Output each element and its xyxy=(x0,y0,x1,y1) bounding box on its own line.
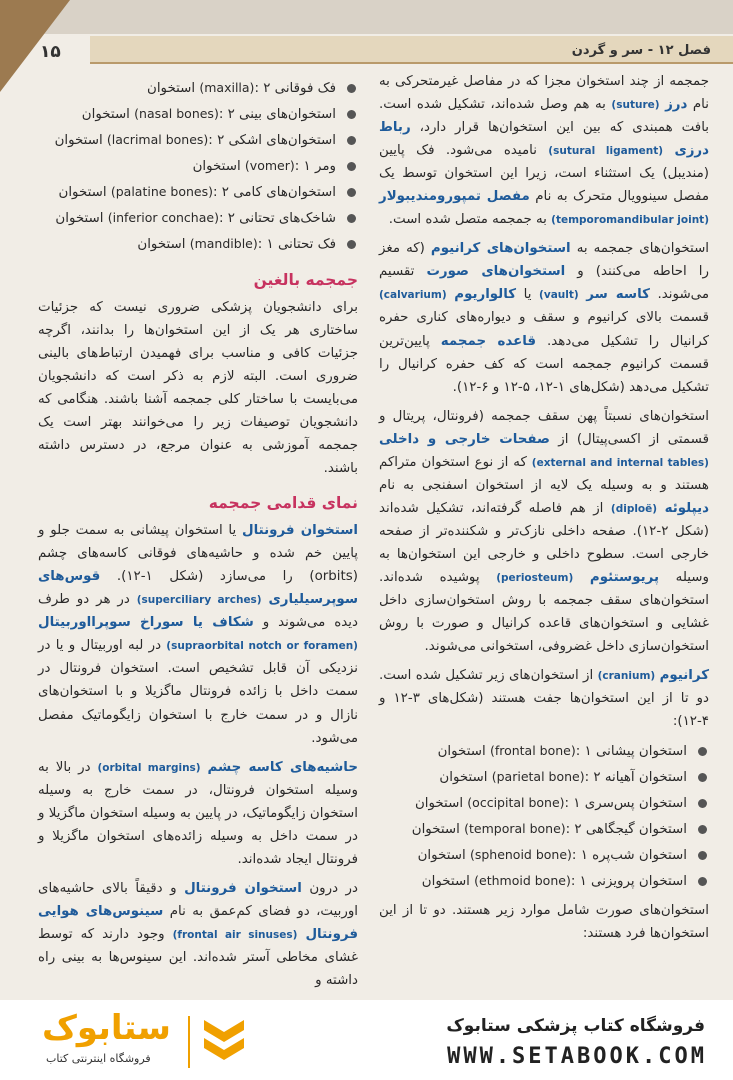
chevron-logo-icon xyxy=(200,1014,248,1066)
english-term: (lacrimal bones) xyxy=(106,131,209,147)
text: استخوان شب‌پره xyxy=(587,848,687,863)
store-url[interactable]: WWW.SETABOOK.COM xyxy=(447,1044,707,1069)
english-term: (sphenoid bone) xyxy=(469,847,572,862)
text: : ۱ استخوان xyxy=(437,744,592,760)
bullet-icon xyxy=(347,136,356,145)
term-tables: صفحات خارجی و داخلی xyxy=(379,431,550,447)
bullet-icon xyxy=(347,84,356,93)
english-term: (vomer) xyxy=(244,157,295,173)
list-item xyxy=(38,128,358,154)
list-item xyxy=(379,765,709,791)
text: : ۲ استخوان xyxy=(411,822,582,838)
english-term: (cranium) xyxy=(597,670,656,683)
english-term: (vault) xyxy=(539,289,579,302)
term-supraorbital: شکاف یا سوراخ سوپرااوربیتال xyxy=(38,615,254,631)
term-skull-base: قاعده جمجمه xyxy=(440,333,537,349)
text: استخوان پرویزنی xyxy=(586,873,687,889)
term-frontal-bone: استخوان فرونتال xyxy=(241,523,358,539)
term-suture: درز xyxy=(665,97,688,113)
term-facial-bones: استخوان‌های صورت xyxy=(426,264,566,280)
text: قسمت بالای کرانیوم و سقف و دیواره‌های کناری حفره کرانیال را تشکیل می‌دهد. xyxy=(379,310,709,349)
text: یا xyxy=(516,287,540,303)
english-term: (temporal bone) xyxy=(464,821,566,837)
left-column xyxy=(38,76,358,998)
english-term: (periosteum) xyxy=(496,571,574,584)
store-footer xyxy=(0,1000,733,1080)
logo-divider xyxy=(188,1016,190,1068)
store-logo xyxy=(28,1008,258,1072)
term-frontal-bone: استخوان فرونتال xyxy=(184,880,302,896)
english-term: (external and internal tables) xyxy=(531,456,709,469)
paragraph-frontal-sinuses xyxy=(38,877,358,992)
term-sutural-ligament: رباط درزی xyxy=(379,120,709,159)
text: : ۲ استخوان xyxy=(58,184,229,200)
page-number: ۱۵ xyxy=(40,42,61,62)
term-calvarium: کالواریوم xyxy=(454,287,517,303)
paragraph-facial-bones: استخوان‌های صورت شامل موارد زیر هستند. دو تا از این استخوان‌ها فرد هستند: xyxy=(379,902,709,941)
text: استخوان آهیانه xyxy=(600,770,687,786)
text: تقسیم می‌شوند. xyxy=(379,264,709,303)
term-vault: کاسه سر xyxy=(586,287,650,303)
text: وجود دارند که توسط غشای مخاطی آستر شده‌اند. این سینوس‌ها به بینی راه داشته و xyxy=(38,926,358,989)
paragraph-sutures xyxy=(379,70,709,231)
english-term: (palatine bones) xyxy=(110,183,213,199)
list-item xyxy=(379,739,709,765)
text: نامیده می‌شود. فک پایین (مندیبل) یک استثناء است، زیرا این استخوان توسط یک مفصل سینوویال متحرک به نام xyxy=(379,143,709,205)
term-superciliary-arches: قوس‌های سوپرسیلیاری xyxy=(38,569,358,608)
logo-wordmark: ستابوک xyxy=(42,1008,171,1048)
text: استخوان گیجگاهی xyxy=(581,822,687,838)
paragraph-orbital-margins xyxy=(38,756,358,871)
text: : ۲ استخوان xyxy=(439,770,601,786)
bullet-icon xyxy=(698,851,707,860)
text: : ۲ استخوان xyxy=(81,106,235,122)
text: : ۲ استخوان xyxy=(55,210,235,226)
heading-anterior-view: نمای قدامی جمجمه xyxy=(208,494,358,513)
english-term: (frontal air sinuses) xyxy=(172,928,298,941)
text: که از نوع استخوان متراکم هستند و به وسیله یک لایه از استخوان اسفنجی به نام xyxy=(379,454,709,493)
term-orbital-margins: حاشیه‌های کاسه چشم xyxy=(207,759,358,775)
text: از هم فاصله گرفته‌اند، تشکیل شده‌اند (شکل ۲-۱۲). صفحه داخلی نازک‌تر و شکننده‌تر از صفحه خارجی است. سطوح داخلی و خارجی این استخوان‌ها به وسیله xyxy=(379,500,709,585)
list-item xyxy=(379,869,709,895)
cranial-bones-list xyxy=(379,739,709,895)
text: به هم وصل شده‌اند، تشکیل شده است. بافت همبندی که بین این استخوان‌ها قرار دارد، xyxy=(379,97,709,136)
text: استخوان‌های کامی xyxy=(228,184,336,200)
english-term: (parietal bone) xyxy=(491,769,585,785)
paragraph-adult-skull: برای دانشجویان پزشکی ضروری نیست که جزئیات ساختاری هر یک از این استخوان‌ها را بدانند، اگرچه جزئیات کافی و مناسب برای فهمیدن ارتباط‌های بالینی ضروری است. البته لازم به ذکر است که دانشجویان می‌بایست با ساختار کلی جمجمه آشنا باشند. هنگامی که دانشجویان توصیفات زیر را می‌خوانند بهتر است یک جمجمه آموزشی به عنوان مرجع، در دسترس داشته باشند. xyxy=(38,300,358,477)
text: در بالا به وسیله استخوان فرونتال، در سمت خارج به وسیله استخوان زایگوماتیک، در پایین به وسیله استخوان ماگزیلا و در سمت داخل به وسیله زائده‌های استخوان ماگزیلا و فرونتال ایجاد شده‌اند. xyxy=(38,759,358,867)
paragraph-cranium-bones xyxy=(379,664,709,733)
text: (که مغز را احاطه می‌کنند) و xyxy=(379,241,709,280)
list-item xyxy=(379,817,709,843)
english-term: (sutural ligament) xyxy=(548,145,664,158)
paragraph-cranium xyxy=(379,237,709,398)
list-item xyxy=(38,76,358,102)
english-term: (nasal bones) xyxy=(134,105,219,121)
english-term: (occipital bone) xyxy=(467,795,565,811)
text xyxy=(657,501,665,516)
bullet-icon xyxy=(698,773,707,782)
text xyxy=(663,143,674,158)
text: پایین‌ترین قسمت کرانیوم جمجمه است که کف حفره کرانیال را تشکیل می‌دهد (شکل‌های ۱-۱۲، ۵-۱۲ و ۶-۱۲). xyxy=(379,333,709,395)
bullet-icon xyxy=(347,162,356,171)
text: در درون xyxy=(301,880,358,896)
text: یا استخوان پیشانی به سمت جلو و پایین خم شده و حاشیه‌های فوقانی کاسه‌های چشم (orbits) را می‌سازد (شکل ۱-۱۲). xyxy=(38,523,358,585)
text: در هر دو طرف دیده می‌شوند و xyxy=(38,592,358,631)
english-term: (maxilla) xyxy=(199,80,255,95)
text: پوشیده شده‌اند. استخوان‌های سقف جمجمه با روش استخوان‌سازی داخل غشایی و استخوان‌های قاعده کرانیال و صورت با روش استخوان‌سازی داخل غضروفی، استخوانی می‌شوند. xyxy=(379,569,709,655)
text: و دقیقاً بالای حاشیه‌های اوربیت، دو فضای کم‌عمق به نام xyxy=(38,880,359,919)
text: استخوان‌های اشکی xyxy=(224,132,336,148)
english-term: (inferior conchae) xyxy=(107,209,219,225)
text: از استخوان‌های زیر تشکیل شده است. دو تا از این استخوان‌ها جفت هستند (شکل‌های ۳-۱۲ و ۴-۱۲): xyxy=(379,668,709,730)
text: : ۱ استخوان xyxy=(417,848,588,863)
text: استخوان‌های بینی xyxy=(234,106,336,122)
english-term: (calvarium) xyxy=(379,289,447,302)
text: : ۱ استخوان xyxy=(137,236,274,252)
logo-tagline: فروشگاه اینترنتی کتاب xyxy=(46,1052,151,1065)
text: فک تحتانی xyxy=(273,236,336,252)
term-cranial-bones: استخوان‌های کرانیوم xyxy=(430,241,571,257)
text: : ۱ استخوان xyxy=(192,158,311,174)
text: شاخک‌های تحتانی xyxy=(234,210,336,226)
english-term: (temporomandibular joint) xyxy=(551,214,709,227)
english-term: (diploë) xyxy=(610,502,658,515)
bullet-icon xyxy=(347,214,356,223)
term-periosteum: پریوستئوم xyxy=(589,569,659,585)
list-item xyxy=(38,206,358,232)
text: : ۱ استخوان xyxy=(421,873,587,889)
bullet-icon xyxy=(698,877,707,886)
list-item xyxy=(38,180,358,206)
english-term: (suture) xyxy=(611,99,660,112)
term-diploe: دیپلوئه xyxy=(664,500,709,516)
text: : ۲ استخوان xyxy=(147,81,271,96)
text: در لبه اوربیتال و یا در نزدیکی آن قابل تشخیص است. استخوان فرونتال در سمت داخل با زائده فرونتال ماگزیلا و با استخوان‌های نازال و در سمت خارج با استخوان زایگوماتیک مفصل می‌شود. xyxy=(38,638,358,746)
chapter-title: فصل ۱۲ - سر و گردن xyxy=(571,43,711,58)
text xyxy=(573,570,590,585)
list-item xyxy=(38,232,358,258)
list-item xyxy=(38,102,358,128)
text: : ۲ استخوان xyxy=(54,132,225,148)
text: استخوان پیشانی xyxy=(591,744,687,760)
text: استخوان پس‌سری xyxy=(580,796,687,812)
right-column xyxy=(379,70,709,951)
store-name: فروشگاه کتاب پزشکی ستابوک xyxy=(446,1016,705,1036)
text: جمجمه از چند استخوان مجزا که در مفاصل غیرمتحرکی به نام xyxy=(379,74,709,113)
bullet-icon xyxy=(347,110,356,119)
english-term: (superciliary arches) xyxy=(136,594,262,607)
text: استخوان‌های نسبتاً پهن سقف جمجمه (فرونتال، پریتال و قسمتی از اکسی‌پیتال) از xyxy=(379,408,710,447)
bullet-icon xyxy=(347,240,356,249)
bullet-icon xyxy=(698,825,707,834)
english-term: (orbital margins) xyxy=(97,761,201,774)
term-tmj: مفصل تمپورومندیبولار xyxy=(379,189,530,205)
english-term: (ethmoid bone) xyxy=(474,872,571,888)
text: ومر xyxy=(310,158,336,174)
english-term: (supraorbital notch or foramen) xyxy=(166,640,358,653)
bullet-icon xyxy=(347,188,356,197)
bullet-icon xyxy=(698,799,707,808)
facial-bones-list xyxy=(38,76,358,257)
list-item xyxy=(379,843,709,869)
english-term: (mandible) xyxy=(189,235,258,251)
text: استخوان‌های جمجمه به xyxy=(570,241,710,257)
text: : ۱ استخوان xyxy=(414,796,581,812)
text: به جمجمه متصل شده است. xyxy=(388,212,552,228)
heading-adult-skull: جمجمه بالغین xyxy=(253,271,358,290)
bullet-icon xyxy=(698,747,707,756)
list-item xyxy=(379,791,709,817)
text: فک فوقانی xyxy=(270,81,336,96)
paragraph-frontal-bone xyxy=(38,519,358,749)
term-cranium: کرانیوم xyxy=(659,668,709,684)
page-top-edge xyxy=(0,0,733,34)
english-term: (frontal bone) xyxy=(489,743,576,759)
paragraph-tables xyxy=(379,405,709,659)
list-item xyxy=(38,154,358,180)
term-frontal-sinuses: سینوس‌های هوایی فرونتال xyxy=(38,903,358,942)
